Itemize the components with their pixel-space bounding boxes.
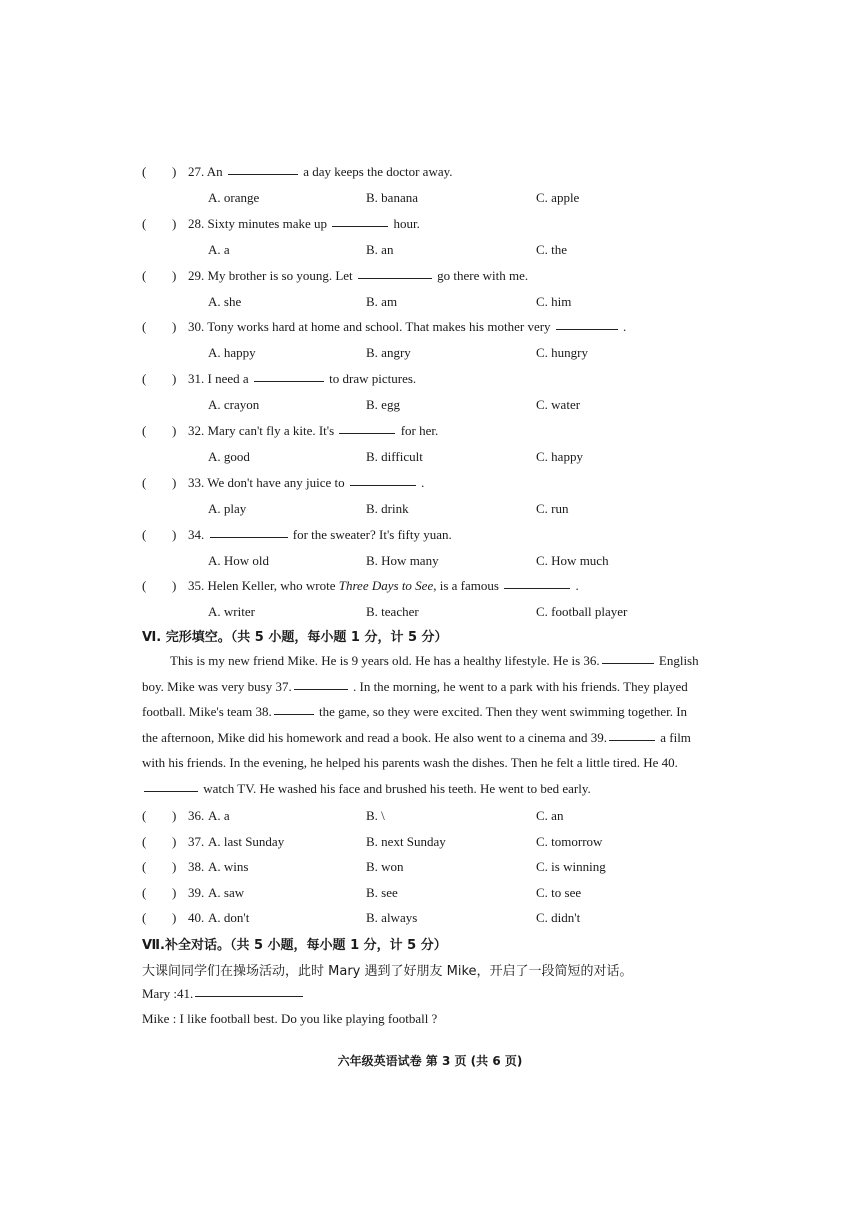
answer-option: A. last Sunday: [208, 834, 285, 849]
answer-blank: [556, 328, 618, 330]
cloze-passage: [142, 648, 708, 802]
answer-blank: [602, 662, 654, 664]
question-36-close-paren: ): [172, 808, 177, 823]
answer-blank: [294, 688, 348, 690]
answer-option: C. How much: [536, 553, 609, 568]
question-36-open-paren: (: [142, 808, 147, 823]
passage-text: boy. Mike was very busy 37.: [142, 678, 292, 694]
question-text: , is a famous: [433, 578, 503, 593]
question-stem: [188, 527, 452, 543]
question-29-open-paren: (: [142, 268, 147, 283]
question-stem: [188, 423, 438, 439]
answer-option: B. egg: [366, 397, 400, 412]
question-38-open-paren: (: [142, 859, 147, 874]
answer-option: B. next Sunday: [366, 834, 446, 849]
passage-text: a film: [656, 729, 691, 745]
question-40-close-paren: ): [172, 910, 177, 925]
question-number: 29.: [188, 268, 208, 283]
question-stem: [188, 475, 424, 491]
question-number: 36.: [188, 808, 205, 823]
question-number: 28.: [188, 216, 208, 231]
question-stem: [188, 164, 453, 180]
answer-blank: [254, 380, 324, 382]
answer-blank: [332, 225, 388, 227]
question-number: 35.: [188, 578, 208, 593]
answer-option: C. football player: [536, 604, 628, 619]
question-31-open-paren: (: [142, 371, 147, 386]
answer-option: C. run: [536, 501, 569, 516]
passage-text: the afternoon, Mike did his homework and read a book. He also went to a cinema and 39.: [142, 729, 607, 745]
question-text: I need a: [207, 371, 252, 386]
answer-option: A. she: [208, 294, 242, 309]
dialogue-mary: [142, 986, 305, 1002]
answer-option: A. happy: [208, 345, 256, 360]
question-27-close-paren: ): [172, 164, 177, 179]
question-34-open-paren: (: [142, 527, 147, 542]
answer-blank: [609, 739, 655, 741]
answer-option: B. difficult: [366, 449, 423, 464]
section-6-title: Ⅵ. 完形填空。（共 5 小题，每小题 1 分，计 5 分）: [142, 630, 448, 645]
answer-blank: [358, 277, 432, 279]
answer-option: B. banana: [366, 190, 418, 205]
question-34-close-paren: ): [172, 527, 177, 542]
answer-option: A. How old: [208, 553, 270, 568]
passage-text: English: [655, 653, 699, 668]
question-text: .: [572, 578, 579, 593]
question-28-open-paren: (: [142, 216, 147, 231]
question-text: to draw pictures.: [325, 371, 417, 386]
question-37-close-paren: ): [172, 834, 177, 849]
dialogue-mike: Mike : I like football best. Do you like playing football ?: [142, 1011, 438, 1026]
question-stem: [188, 319, 626, 335]
passage-text: This is my new friend Mike. He is 9 years old. He has a healthy lifestyle. He is 36.: [170, 653, 600, 668]
question-30-close-paren: ): [172, 319, 177, 334]
question-29-close-paren: ): [172, 268, 177, 283]
question-number: 31.: [188, 371, 208, 386]
question-text: for the sweater? It's fifty yuan.: [289, 527, 452, 542]
question-text: My brother is so young. Let: [207, 268, 356, 283]
question-text: An: [206, 164, 226, 179]
question-number: 27.: [188, 164, 207, 179]
question-text: Helen Keller, who wrote: [207, 578, 339, 593]
question-39-close-paren: ): [172, 885, 177, 900]
section-7-title: Ⅶ.补全对话。（共 5 小题，每小题 1 分，计 5 分）: [142, 938, 447, 953]
question-text: go there with me.: [433, 268, 529, 283]
question-35-close-paren: ): [172, 578, 177, 593]
answer-option: A. don't: [208, 910, 250, 925]
dialogue-intro: 大课间同学们在操场活动，此时 Mary 遇到了好朋友 Mike，开启了一段简短的对话。: [142, 964, 633, 979]
question-number: 37.: [188, 834, 205, 849]
answer-option: B. How many: [366, 553, 439, 568]
question-number: 38.: [188, 859, 205, 874]
question-32-close-paren: ): [172, 423, 177, 438]
passage-text: the game, so they were excited. Then they went swimming together. In: [315, 704, 688, 720]
question-number: 30.: [188, 319, 208, 334]
answer-option: B. \: [366, 808, 385, 823]
question-number: 34.: [188, 527, 208, 542]
passage-line: [142, 725, 708, 751]
passage-text: football. Mike's team 38.: [142, 704, 272, 720]
question-text: We don't have any juice to: [207, 475, 348, 490]
passage-text: . In the morning, he went to a park with his friends. They played: [349, 678, 688, 694]
question-30-open-paren: (: [142, 319, 147, 334]
question-text: Mary can't fly a kite. It's: [207, 423, 338, 438]
answer-option: C. hungry: [536, 345, 588, 360]
answer-option: C. tomorrow: [536, 834, 603, 849]
answer-option: A. writer: [208, 604, 255, 619]
answer-option: C. the: [536, 242, 568, 257]
answer-option: C. to see: [536, 885, 582, 900]
passage-line: [142, 648, 708, 674]
question-33-close-paren: ): [172, 475, 177, 490]
answer-blank: [339, 432, 395, 434]
answer-option: C. him: [536, 294, 572, 309]
question-number: 39.: [188, 885, 205, 900]
answer-option: C. apple: [536, 190, 580, 205]
answer-option: B. angry: [366, 345, 411, 360]
answer-option: A. wins: [208, 859, 249, 874]
speaker-line: Mary :41.: [142, 986, 194, 1001]
answer-option: B. an: [366, 242, 394, 257]
question-number: 32.: [188, 423, 208, 438]
question-35-open-paren: (: [142, 578, 147, 593]
answer-blank: [274, 713, 314, 715]
question-text: Tony works hard at home and school. That makes his mother very: [207, 319, 554, 334]
answer-option: B. teacher: [366, 604, 419, 619]
question-27-open-paren: (: [142, 164, 147, 179]
answer-blank: [504, 587, 570, 589]
passage-line: [142, 674, 708, 700]
question-28-close-paren: ): [172, 216, 177, 231]
answer-option: B. always: [366, 910, 418, 925]
answer-option: C. didn't: [536, 910, 581, 925]
answer-option: A. good: [208, 449, 250, 464]
page-footer: 六年级英语试卷 第 3 页 (共 6 页): [337, 1054, 523, 1068]
question-31-close-paren: ): [172, 371, 177, 386]
question-text: a day keeps the doctor away.: [299, 164, 453, 179]
answer-blank: [195, 995, 303, 997]
question-number: 33.: [188, 475, 208, 490]
answer-option: A. play: [208, 501, 247, 516]
answer-option: C. an: [536, 808, 564, 823]
question-stem: [188, 578, 579, 594]
question-text: Sixty minutes make up: [207, 216, 331, 231]
answer-blank: [210, 536, 288, 538]
question-37-open-paren: (: [142, 834, 147, 849]
question-32-open-paren: (: [142, 423, 147, 438]
answer-option: B. am: [366, 294, 398, 309]
question-38-close-paren: ): [172, 859, 177, 874]
passage-line: [142, 776, 708, 802]
passage-text: with his friends. In the evening, he helped his parents wash the dishes. Then he felt a little tired. He 40.: [142, 755, 678, 771]
answer-blank: [144, 790, 198, 792]
answer-option: A. saw: [208, 885, 245, 900]
question-text: .: [619, 319, 627, 334]
book-title: Three Days to See: [338, 578, 434, 593]
answer-option: A. a: [208, 808, 230, 823]
question-40-open-paren: (: [142, 910, 147, 925]
question-text: .: [417, 475, 425, 490]
answer-option: C. happy: [536, 449, 583, 464]
answer-option: A. orange: [208, 190, 260, 205]
question-39-open-paren: (: [142, 885, 147, 900]
question-stem: [188, 268, 528, 284]
passage-line: [142, 699, 708, 725]
answer-option: B. won: [366, 859, 404, 874]
question-stem: [188, 371, 416, 387]
answer-option: B. drink: [366, 501, 409, 516]
answer-option: C. water: [536, 397, 581, 412]
question-stem: [188, 216, 420, 232]
answer-option: B. see: [366, 885, 398, 900]
answer-option: A. crayon: [208, 397, 260, 412]
passage-line: [142, 750, 708, 776]
question-text: for her.: [397, 423, 439, 438]
passage-text: watch TV. He washed his face and brushed his teeth. He went to bed early.: [200, 780, 591, 796]
answer-blank: [228, 173, 298, 175]
answer-blank: [350, 484, 416, 486]
question-number: 40.: [188, 910, 205, 925]
answer-option: A. a: [208, 242, 230, 257]
question-33-open-paren: (: [142, 475, 147, 490]
question-text: hour.: [390, 216, 420, 231]
answer-option: C. is winning: [536, 859, 606, 874]
